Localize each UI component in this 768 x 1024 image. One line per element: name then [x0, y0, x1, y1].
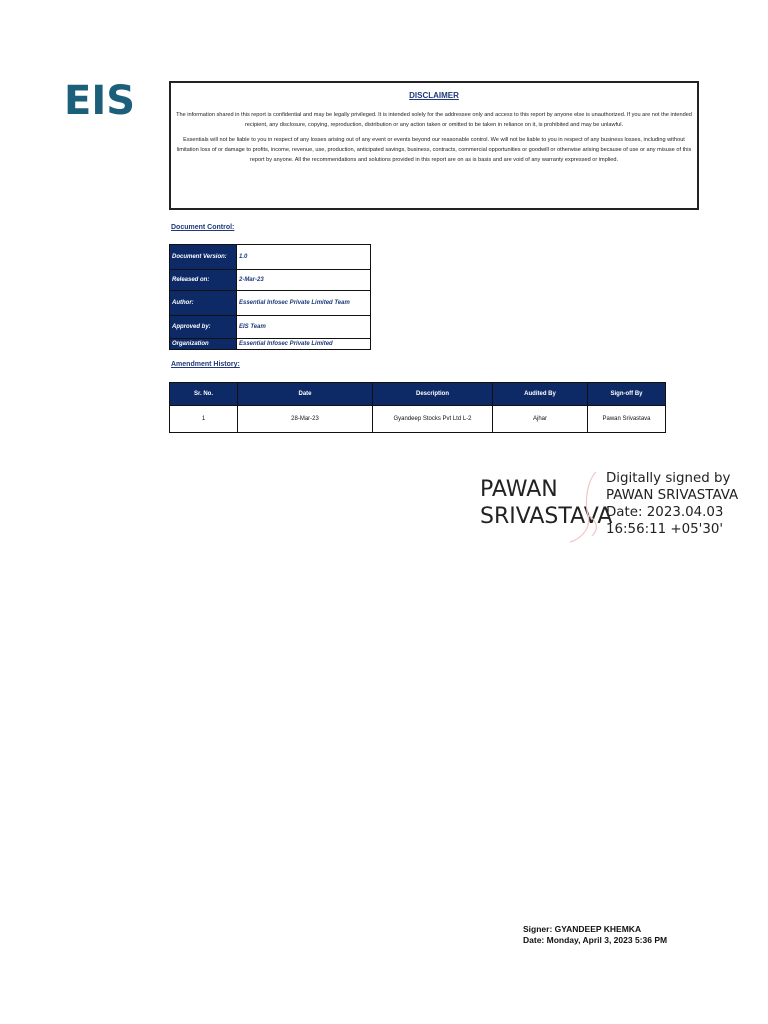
- document-control-table: [169, 244, 371, 350]
- signer-line-1: Signer: GYANDEEP KHEMKA: [523, 924, 642, 934]
- column-header: Description: [373, 383, 493, 406]
- amendment-history-title: Amendment History:: [171, 361, 240, 368]
- table-row: [170, 339, 371, 350]
- table-row: [170, 406, 666, 433]
- doc-control-key: Approved by:: [170, 316, 237, 339]
- table-cell: Pawan Srivastava: [588, 406, 666, 433]
- column-header: Sr. No.: [170, 383, 238, 406]
- signature-watermark-icon: [566, 470, 606, 545]
- amendment-history-table: [169, 382, 666, 433]
- signature-detail-1: Digitally signed by: [606, 471, 731, 486]
- doc-control-value: Essential Infosec Private Limited: [237, 339, 371, 350]
- signature-detail-3: Date: 2023.04.03: [606, 505, 724, 520]
- doc-control-value: 1.0: [237, 245, 371, 270]
- signature-detail-2: PAWAN SRIVASTAVA: [606, 488, 739, 503]
- table-row: [170, 270, 371, 291]
- signature-name-line-1: PAWAN: [480, 477, 558, 502]
- table-cell: 28-Mar-23: [238, 406, 373, 433]
- eis-logo: [64, 82, 148, 118]
- doc-control-key: Organization: [170, 339, 237, 350]
- column-header: Audited By: [493, 383, 588, 406]
- doc-control-key: Author:: [170, 291, 237, 316]
- column-header: Sign-off By: [588, 383, 666, 406]
- signature-detail-4: 16:56:11 +05'30': [606, 522, 724, 537]
- doc-control-key: Document Version:: [170, 245, 237, 270]
- table-row: [170, 245, 371, 270]
- eis-logo-icon: [64, 82, 148, 118]
- disclaimer-title: DISCLAIMER: [409, 91, 459, 100]
- table-row: [170, 316, 371, 339]
- table-cell: 1: [170, 406, 238, 433]
- document-control-title: Document Control:: [171, 224, 235, 231]
- table-cell: Gyandeep Stocks Pvt Ltd L-2: [373, 406, 493, 433]
- signature-details: [606, 470, 738, 538]
- disclaimer-paragraph-2: Essentials will not be liable to you in respect of any losses arising out of any event or events beyond our reasonable control. We will not be liable to you in respect of any business losses, including without limitation loss of or damage to profits, income, revenue, use, production, anticipated savings, business, contracts, commercial opportunities or goodwill or otherwise arising because of use or any misuse of this report by anyone. All the recommendations and solutions provided in this report are on as is basis and are void of any warranty expressed or implied.: [176, 137, 692, 163]
- disclaimer-box: [169, 81, 699, 210]
- column-header: Date: [238, 383, 373, 406]
- signer-line-2: Date: Monday, April 3, 2023 5:36 PM: [523, 935, 668, 945]
- table-cell: Ajhar: [493, 406, 588, 433]
- logo-text: EIS: [64, 82, 136, 118]
- doc-control-value: 2-Mar-23: [237, 270, 371, 291]
- doc-control-value: EIS Team: [237, 316, 371, 339]
- table-row: [170, 291, 371, 316]
- table-header-row: [170, 383, 666, 406]
- signer-stamp: [523, 924, 667, 946]
- signature-name-line-2: SRIVASTAVA: [480, 504, 613, 529]
- doc-control-key: Released on:: [170, 270, 237, 291]
- doc-control-value: Essential Infosec Private Limited Team: [237, 291, 371, 316]
- disclaimer-paragraph-1: The information shared in this report is confidential and may be legally privileged. It is intended solely for the addressee only and access to this report by anyone else is unauthorized. If you are not the intended recipient, any disclosure, copying, reproduction, distribution or any action taken or omitted to be taken in reliance on it, is prohibited and may be unlawful.: [176, 112, 692, 128]
